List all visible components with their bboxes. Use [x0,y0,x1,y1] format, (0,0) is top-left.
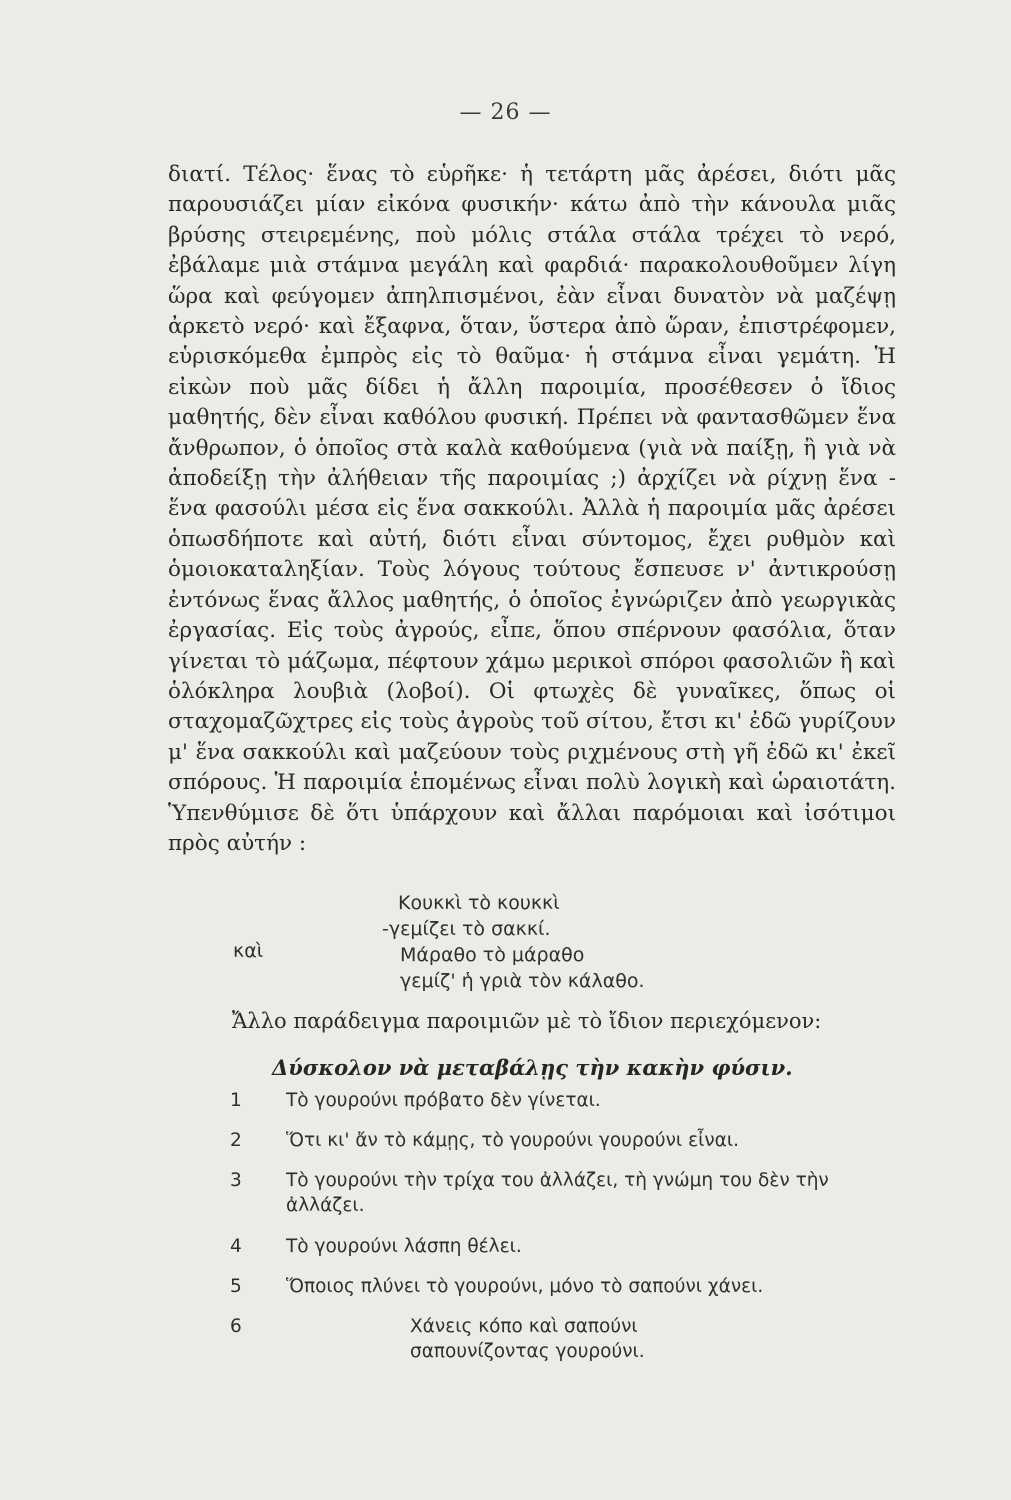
proverb-text: Ὅποιος πλύνει τὸ γουρούνι, μόνο τὸ σαπούνι χάνει. [286,1276,764,1297]
proverb-number: 1 [230,1090,242,1111]
proverb-number: 6 [230,1316,242,1337]
verse-line-3: Μάραθο τὸ μάραθο [400,944,585,966]
verse-conjunction: καὶ [233,940,264,962]
proverb-item [230,1168,870,1234]
verse-line-4: γεμίζ' ἡ γριὰ τὸν κάλαθο. [400,970,645,992]
proverb-item [230,1234,910,1274]
proverb-text: Τὸ γουρούνι τὴν τρίχα του ἀλλάζει, τὴ γνώμη του δὲν τὴν ἀλλάζει. [286,1170,829,1216]
proverb-number: 2 [230,1130,242,1151]
proverb-item [230,1088,910,1128]
proverb-number: 5 [230,1276,242,1297]
main-paragraph [168,160,896,859]
verse-line-1: Κουκκὶ τὸ κουκκὶ [398,892,560,914]
proverb-item [230,1314,910,1364]
proverb-number: 4 [230,1236,242,1257]
proverb-text-line-1: Χάνεις κόπο καὶ σαπούνι [410,1316,638,1337]
proverb-number: 3 [230,1170,242,1191]
section-heading: Δύσκολον νὰ μεταβάλῃς τὴν κακὴν φύσιν. [272,1055,793,1080]
proverb-text-line-2: σαπουνίζοντας γουρούνι. [410,1341,645,1362]
proverb-item [230,1128,910,1168]
intro-line: Ἄλλο παράδειγμα παροιμιῶν μὲ τὸ ἴδιον περιεχόμενον: [232,1009,822,1033]
proverb-text: Τὸ γουρούνι λάσπη θέλει. [286,1236,522,1257]
page-number: — 26 — [459,100,552,125]
proverb-item [230,1274,910,1314]
paragraph-text: διατί. Τέλος· ἕνας τὸ εὑρῆκε· ἡ τετάρτη μᾶς ἀρέσει, διότι μᾶς παρουσιάζει μίαν εἰκόνα φυσικήν· κάτω ἀπὸ τὴν κάνουλα μιᾶς βρύσης στειρεμένης, ποὺ μόλις στάλα στάλα τρέχει τὸ νερό, ἐβάλαμε μιὰ στάμνα μεγάλη καὶ φαρδιά· παρακολουθοῦμεν λίγη ὥρα καὶ φεύγομεν ἀπηλπισμένοι, ἐὰν εἶναι δυνατὸν νὰ μαζέψῃ ἀρκετὸ νερό· καὶ ἔξαφνα, ὅταν, ὕστερα ἀπὸ ὥραν, ἐπιστρέφομεν, εὑρισκόμεθα ἐμπρὸς εἰς τὸ θαῦμα· ἡ στάμνα εἶναι γεμάτη. Ἡ εἰκὼν ποὺ μᾶς δίδει ἡ ἄλλη παροιμία, προσέθεσεν ὁ ἴδιος μαθητής, δὲν εἶναι καθόλου φυσική. Πρέπει νὰ φαντασθῶμεν ἕνα ἄνθρωπον, ὁ ὁποῖος στὰ καλὰ καθούμενα (γιὰ νὰ παίξῃ, ἢ γιὰ νὰ ἀποδείξῃ τὴν ἀλήθειαν τῆς παροιμίας ;) ἀρχίζει νὰ ρίχνῃ ἕνα - ἕνα φασούλι μέσα εἰς ἕνα σακκούλι. Ἀλλὰ ἡ παροιμία μᾶς ἀρέσει ὁπωσδήποτε καὶ αὐτή, διότι εἶναι σύντομος, ἔχει ρυθμὸν καὶ ὁμοιοκαταληξίαν. Τοὺς λόγους τούτους ἔσπευσε ν' ἀντικρούσῃ ἐντόνως ἕνας ἄλλος μαθητής, ὁ ὁποῖος ἐγνώριζεν ἀπὸ γεωργικὰς ἐργασίας. Εἰς τοὺς ἀγρούς, εἶπε, ὅπου σπέρνουν φασόλια, ὅταν γίνεται τὸ μάζωμα, πέφτουν χάμω μερικοὶ σπόροι φασολιῶν ἢ καὶ ὁλόκληρα λουβιὰ (λοβοί). Οἱ φτωχὲς δὲ γυναῖκες, ὅπως οἱ σταχομαζῶχτρες εἰς τοὺς ἀγροὺς τοῦ σίτου, ἔτσι κι' ἐδῶ γυρίζουν μ' ἕνα σακκούλι καὶ μαζεύουν τοὺς ριχμένους στὴ γῆ ἐδῶ κι' ἐκεῖ σπόρους. Ἡ παροιμία ἑπομένως εἶναι πολὺ λογικὴ καὶ ὡραιοτάτη. Ὑπενθύμισε δὲ ὅτι ὑπάρχουν καὶ ἄλλαι παρόμοιαι καὶ ἰσότιμοι πρὸς αὐτήν : [168,162,896,856]
verse-line-2: -γεμίζει τὸ σακκί. [382,918,551,940]
proverb-text: Τὸ γουρούνι πρόβατο δὲν γίνεται. [286,1090,601,1111]
proverb-list [230,1088,910,1364]
proverb-text: Ὅτι κι' ἄν τὸ κάμῃς, τὸ γουρούνι γουρούνι εἶναι. [286,1130,740,1151]
